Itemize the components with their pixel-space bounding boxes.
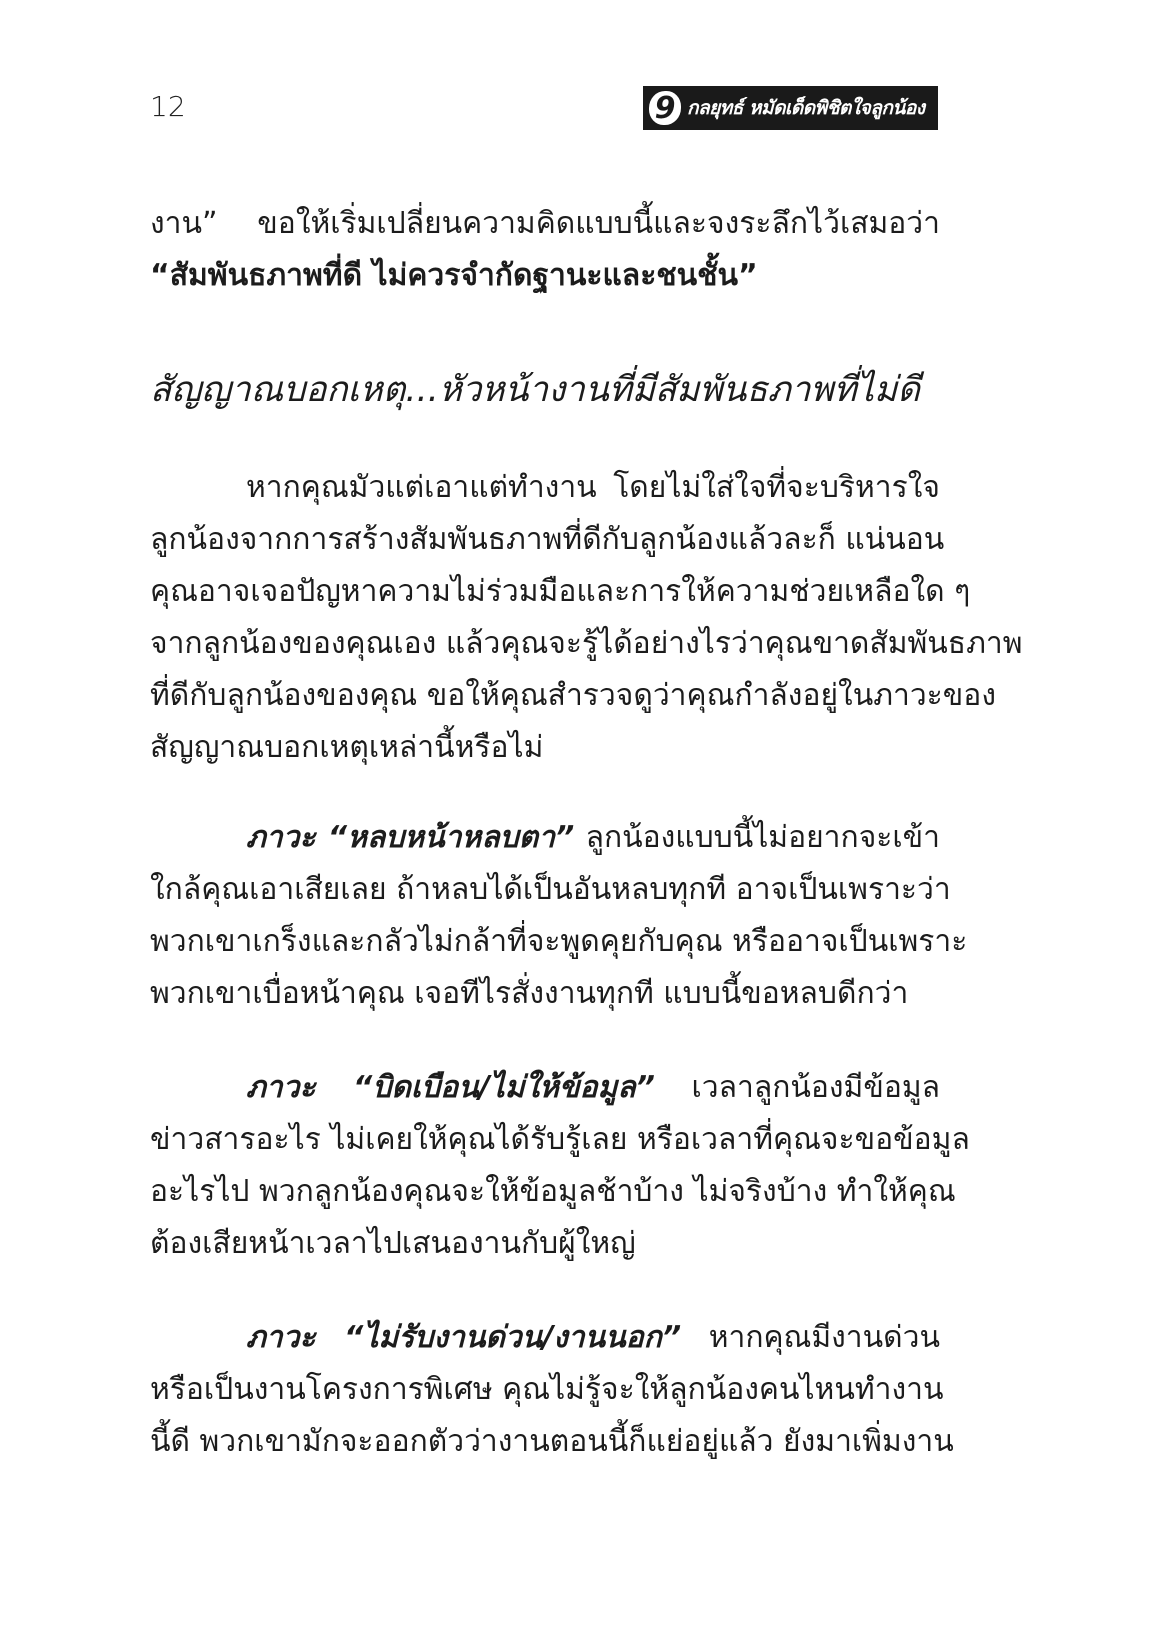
paragraph-1-line: จากลูกน้องของคุณเอง แล้วคุณจะรู้ได้อย่างไรว่าคุณขาดสัมพันธภาพ bbox=[150, 626, 1023, 661]
paragraph-4-line: นี้ดี พวกเขามักจะออกตัวว่างานตอนนี้ก็แย่อยู่แล้ว ยังมาเพิ่มงาน bbox=[150, 1424, 954, 1459]
paragraph-3-lead: ภาวะ “บิดเบือน/ไม่ให้ข้อมูล” bbox=[246, 1070, 655, 1105]
paragraph-1-line: สัญญาณบอกเหตุเหล่านี้หรือไม่ bbox=[150, 730, 544, 765]
paragraph-4-first-rest: หากคุณมีงานด่วน bbox=[681, 1320, 940, 1355]
paragraph-2-first-line bbox=[150, 812, 940, 864]
running-header bbox=[643, 86, 938, 130]
paragraph-2-line: พวกเขาเกร็งและกลัวไม่กล้าที่จะพูดคุยกับคุณ หรืออาจเป็นเพราะ bbox=[150, 924, 968, 959]
paragraph-3-first-line bbox=[150, 1062, 940, 1114]
paragraph-2-lead: ภาวะ “หลบหน้าหลบตา” bbox=[246, 820, 575, 855]
intro-line-2: “สัมพันธภาพที่ดี ไม่ควรจำกัดฐานะและชนชั้น” bbox=[150, 258, 758, 293]
paragraph-1-line: หากคุณมัวแต่เอาแต่ทำงาน โดยไม่ใส่ใจที่จะบริหารใจ bbox=[246, 470, 940, 505]
paragraph-4-first-line bbox=[150, 1312, 940, 1364]
paragraph-4 bbox=[150, 1312, 954, 1468]
paragraph-3 bbox=[150, 1062, 970, 1270]
paragraph-2-first-rest: ลูกน้องแบบนี้ไม่อยากจะเข้า bbox=[574, 820, 940, 855]
paragraph-3-line: อะไรไป พวกลูกน้องคุณจะให้ข้อมูลช้าบ้าง ไม่จริงบ้าง ทำให้คุณ bbox=[150, 1174, 956, 1209]
paragraph-1-line: ลูกน้องจากการสร้างสัมพันธภาพที่ดีกับลูกน้องแล้วละก็ แน่นอน bbox=[150, 522, 945, 557]
paragraph-1-line: คุณอาจเจอปัญหาความไม่ร่วมมือและการให้ความช่วยเหลือใด ๆ bbox=[150, 574, 971, 609]
paragraph-1 bbox=[150, 462, 1023, 774]
paragraph-2-line: ใกล้คุณเอาเสียเลย ถ้าหลบได้เป็นอันหลบทุกที อาจเป็นเพราะว่า bbox=[150, 872, 951, 907]
paragraph-2-line: พวกเขาเบื่อหน้าคุณ เจอทีไรสั่งงานทุกที แบบนี้ขอหลบดีกว่า bbox=[150, 976, 909, 1011]
section-heading: สัญญาณบอกเหตุ...หัวหน้างานที่มีสัมพันธภาพที่ไม่ดี bbox=[150, 370, 920, 410]
page-number: 12 bbox=[150, 90, 186, 123]
paragraph-1-line: ที่ดีกับลูกน้องของคุณ ขอให้คุณสำรวจดูว่าคุณกำลังอยู่ในภาวะของ bbox=[150, 678, 996, 713]
book-title: กลยุทธ์ หมัดเด็ดพิชิตใจลูกน้อง bbox=[687, 97, 925, 119]
paragraph-3-line: ข่าวสารอะไร ไม่เคยให้คุณได้รับรู้เลย หรือเวลาที่คุณจะขอข้อมูล bbox=[150, 1122, 970, 1157]
intro-line-1: งาน” ขอให้เริ่มเปลี่ยนความคิดแบบนี้และจงระลึกไว้เสมอว่า bbox=[150, 206, 940, 241]
paragraph-3-first-rest: เวลาลูกน้องมีข้อมูล bbox=[654, 1070, 940, 1105]
paragraph-4-lead: ภาวะ “ไม่รับงานด่วน/งานนอก” bbox=[246, 1320, 682, 1355]
intro-block bbox=[150, 198, 940, 302]
book-number-badge: 9 bbox=[649, 91, 681, 125]
paragraph-2 bbox=[150, 812, 968, 1020]
paragraph-4-line: หรือเป็นงานโครงการพิเศษ คุณไม่รู้จะให้ลูกน้องคนไหนทำงาน bbox=[150, 1372, 944, 1407]
paragraph-3-line: ต้องเสียหน้าเวลาไปเสนองานกับผู้ใหญ่ bbox=[150, 1226, 636, 1261]
